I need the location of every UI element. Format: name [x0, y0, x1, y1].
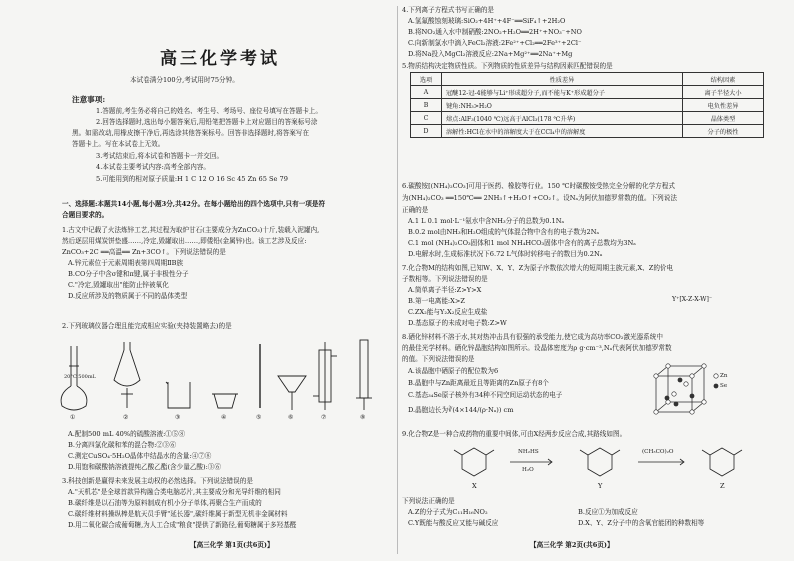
q4-option: C.向新制氯水中滴入FeCl₂溶液:2Fe²⁺+Cl₂══2Fe³⁺+2Cl⁻	[408, 39, 582, 47]
table-cell: 溶解性:HCl在水中的溶解度大于在CCl₄中的溶解度	[442, 125, 683, 138]
table-cell: B	[411, 99, 442, 112]
q2-option: D.用饱和碳酸钠溶液提纯乙酸乙酯(含少量乙酸):③⑥	[68, 463, 221, 471]
q6-equation: 为(NH₄)₂CO₃ ══150℃══ 2NH₃↑+H₂O↑+CO₂↑。设Nₐ为阿伏加德罗常数的值。下列说法	[402, 194, 677, 202]
q8-stem: 的值。下列说法错误的是	[402, 355, 475, 363]
crucible-icon	[212, 394, 238, 408]
q1-option: A.锌元素位于元素周期表第四周期ⅡB族	[68, 259, 184, 267]
reagent-label: (CH₃CO)₂O	[642, 449, 674, 455]
q2-option: B.分离四氯化碳和苯的混合物:②③⑥	[68, 441, 177, 449]
table-cell: 熔点:AlF₃(1040 ℃)远高于AlCl₃(178 ℃升华)	[442, 112, 683, 125]
burette-icon	[356, 340, 372, 410]
q3-option: A."天机芯"是全球首款异构融合类电脑芯片,其主要成分和光导纤维的相同	[68, 488, 281, 496]
notice-line: 黑。如需改动,用橡皮擦干净后,再选涂其他答案标号。回答非选择题时,将答案写在	[72, 129, 310, 137]
apparatus-label: ⑦	[321, 414, 327, 421]
beaker-icon	[166, 382, 190, 408]
q3-option: C.碳纤维材料操纵棒是航天员手臂"延长器",碳纤维属于新型无机非金属材料	[68, 510, 288, 518]
exam-info: 本试卷满分100分,考试用时75分钟。	[130, 76, 239, 84]
reagent-label: NH₂HS	[518, 449, 539, 455]
page-divider	[397, 6, 398, 554]
q1-stem: 然后逐层用煤炭饼垫盛……,冷定,毁罐取出……,即倭铅(金属锌)也。该工艺涉及反应:	[62, 237, 307, 245]
funnel-icon	[278, 376, 306, 410]
compound-label: Y	[598, 482, 603, 490]
q1-stem: 1.古文中记载了火法炼锌工艺,其过程为取炉甘石(主要成分为ZnCO₃)十斤,装载入泥罐内,	[62, 226, 320, 234]
reagent-label: H₂O	[522, 467, 534, 473]
q4-stem: 4.下列离子方程式书写正确的是	[402, 6, 495, 14]
table-header-cell: 选项	[411, 73, 442, 86]
q9-stem: 9.化合物Z是一种合成药物的重要中间体,可由X经两步反应合成,其路线如图。	[402, 430, 627, 438]
notice-line: 1.答题前,考生务必将自己的姓名、考生号、考场号、座位号填写在答题卡上。	[96, 107, 322, 115]
q1-option: B.CO分子中含σ键和π键,属于非极性分子	[68, 270, 189, 278]
crystal-legend-markers	[712, 372, 720, 392]
table-cell: 冠醚12-冠-4能够与Li⁺形成超分子,而不能与K⁺形成超分子	[442, 86, 683, 99]
legend-se: Se	[720, 383, 728, 389]
apparatus-label: ⑥	[288, 414, 294, 421]
apparatus-row	[56, 336, 436, 421]
flask-label: 20°C 500mL	[64, 374, 96, 380]
table-cell: 分子的极性	[683, 125, 764, 138]
notice-title: 注意事项:	[72, 95, 106, 104]
zinc-selenide-unit-cell	[652, 362, 716, 424]
table-cell: D	[411, 125, 442, 138]
q8-option: A.该晶胞中硒原子的配位数为6	[408, 367, 499, 375]
notice-line: 4.本试卷主要考试内容:高考全部内容。	[96, 163, 211, 171]
q7-stem: 7.化合物M的结构如图,已知W、X、Y、Z为原子序数依次增大的短周期主族元素,X、Z的价电	[402, 264, 674, 272]
q9-option: C.Y既能与酸反应又能与碱反应	[408, 519, 499, 527]
notice-line: 2.回答选择题时,选出每小题答案后,用铅笔把答题卡上对应题目的答案标号涂	[96, 118, 318, 126]
apparatus-label: ⑤	[256, 414, 262, 421]
page-footer: 【高三化学 第1页(共6页)】	[190, 541, 274, 549]
compound-m-structure: Y⁺[X-Z-X-W]⁻	[672, 296, 713, 303]
q4-option: A.氢氟酸蚀刻玻璃:SiO₂+4H⁺+4F⁻══SiF₄↑+2H₂O	[408, 17, 566, 25]
table-cell: 键角:NH₃>H₂O	[442, 99, 683, 112]
q7-option: A.简单离子半径:Z>Y>X	[408, 286, 482, 294]
table-header-cell: 性质差异	[442, 73, 683, 86]
property-table	[410, 72, 764, 138]
table-row	[411, 99, 764, 112]
separatory-funnel-icon	[114, 342, 140, 408]
q7-option: B.第一电离能:X>Z	[408, 297, 465, 305]
q3-stem: 3.科技创新是赢得未来发展主动权的必然选择。下列说法错误的是	[62, 477, 253, 485]
glassware-illustration	[56, 336, 396, 416]
legend-zn: Zn	[720, 373, 728, 379]
q6-option: C.1 mol (NH₄)₂CO₃固体和1 mol NH₄HCO₃固体中含有的离子总数均为3Nₐ	[408, 239, 636, 247]
table-row	[411, 125, 764, 138]
q1-option: C."冷定,毁罐取出"能防止锌被氧化	[68, 281, 169, 289]
section-heading: 一、选择题:本题共14小题,每小题3分,共42分。在每小题给出的四个选项中,只有一项是符	[62, 200, 326, 208]
page-1	[10, 0, 396, 561]
notice-line: 5.可能用到的相对原子质量:H 1 C 12 O 16 Sc 45 Zn 65 Se 79	[96, 175, 288, 183]
q2-option: A.配制500 mL 40%的硫酸溶液:①⑤⑧	[68, 430, 186, 438]
q7-option: C.ZX₂能与Y₂X₂反应生成盐	[408, 308, 488, 316]
q6-stem: 6.碳酸铵[(NH₄)₂CO₃]可用于医药、橡胶等行业。150 ℃时碳酸铵受热完全分解的化学方程式	[402, 182, 675, 190]
table-row	[411, 112, 764, 125]
condenser-icon	[313, 342, 337, 410]
q9-lead: 下列说法正确的是	[402, 497, 455, 505]
page-footer: 【高三化学 第2页(共6页)】	[530, 541, 614, 549]
apparatus-label: ①	[70, 414, 76, 421]
apparatus-label: ③	[175, 414, 181, 421]
q6-option: B.0.2 mol由NH₃和H₂O组成的气体混合物中含有的电子数为2Nₐ	[408, 228, 600, 236]
section-heading: 合题目要求的。	[62, 211, 109, 219]
q5-stem: 5.物质结构决定物质性质。下列物质的性质差异与结构因素匹配错误的是	[402, 62, 613, 70]
table-cell: 电负性差异	[683, 99, 764, 112]
q8-option: C.基态₃₄Se原子核外有34种不同空间运动状态的电子	[408, 391, 563, 399]
q6-option: A.1 L 0.1 mol·L⁻¹氨水中含NH₃分子的总数为0.1Nₐ	[408, 217, 565, 225]
table-row	[411, 86, 764, 99]
apparatus-label: ④	[221, 414, 227, 421]
apparatus-label: ②	[123, 414, 129, 421]
table-cell: 晶体类型	[683, 112, 764, 125]
q6-option: D.电解水时,生成标准状况下6.72 L气体时转移电子的数目为0.2Nₐ	[408, 250, 603, 258]
table-cell: 离子半径大小	[683, 86, 764, 99]
q9-option: D.X、Y、Z分子中的含氧官能团的种数相等	[578, 519, 705, 527]
compound-label: X	[472, 482, 477, 490]
q8-option: D.晶胞边长为∛(4×144/(ρ·Nₐ)) cm	[408, 406, 514, 414]
q7-stem: 子数相等。下列说法错误的是	[402, 275, 488, 283]
apparatus-label: ⑧	[360, 414, 366, 421]
table-cell: C	[411, 112, 442, 125]
q3-option: B.碳纤维是以石油等为原料制成有机小分子单体,再聚合生产而成的	[68, 499, 262, 507]
q6-stem: 正确的是	[402, 206, 429, 214]
q7-option: D.基态原子的未成对电子数:Z>W	[408, 319, 507, 327]
q1-option: D.反应所涉及的物质属于不同的晶体类型	[68, 292, 188, 300]
page-2	[402, 0, 788, 561]
q4-option: B.将NO₂通入水中制硝酸:2NO₂+H₂O══2H⁺+NO₃⁻+NO	[408, 28, 582, 36]
q1-equation: ZnCO₃+2C ══高温══ Zn+3CO↑。下列说法错误的是	[62, 248, 226, 256]
q2-option: C.测定CuSO₄·5H₂O晶体中结晶水的含量:④⑦⑧	[68, 452, 212, 460]
table-header-row	[411, 73, 764, 86]
q2-stem: 2.下列玻璃仪器合理且能完成相应实验(夹持装置略去)的是	[62, 322, 232, 330]
q3-option: D.用二氧化碳合成葡萄糖,为人工合成"粮食"提供了新路径,葡萄糖属于多羟基醛	[68, 521, 297, 529]
notice-line: 3.考试结束后,将本试卷和答题卡一并交回。	[96, 152, 224, 160]
compound-label: Z	[720, 482, 725, 490]
notice-line: 答题卡上。写在本试卷上无效。	[72, 140, 165, 148]
q9-option: A.Z的分子式为C₁₁H₁₆NO₂	[408, 508, 488, 516]
q9-option: B.反应①为加成反应	[578, 508, 638, 516]
table-cell: A	[411, 86, 442, 99]
exam-title: 高三化学考试	[160, 49, 280, 69]
synthesis-route-diagram	[402, 440, 782, 496]
q4-option: D.将Na投入MgCl₂溶液反应:2Na+Mg²⁺══2Na⁺+Mg	[408, 50, 573, 58]
table-header-cell: 结构因素	[683, 73, 764, 86]
q8-option: B.晶胞中与Zn距离最近且等距离的Zn原子有8个	[408, 379, 549, 387]
q8-stem: 8.硒化锌材料不溶于水,其对热冲击具有很强的承受能力,使它成为高功率CO₂激光器系统中	[402, 333, 663, 341]
q8-stem: 的最佳光学材料。硒化锌晶胞结构如图所示。设晶体密度为ρ g·cm⁻³,Nₐ代表阿伏加德罗常数	[402, 344, 672, 352]
